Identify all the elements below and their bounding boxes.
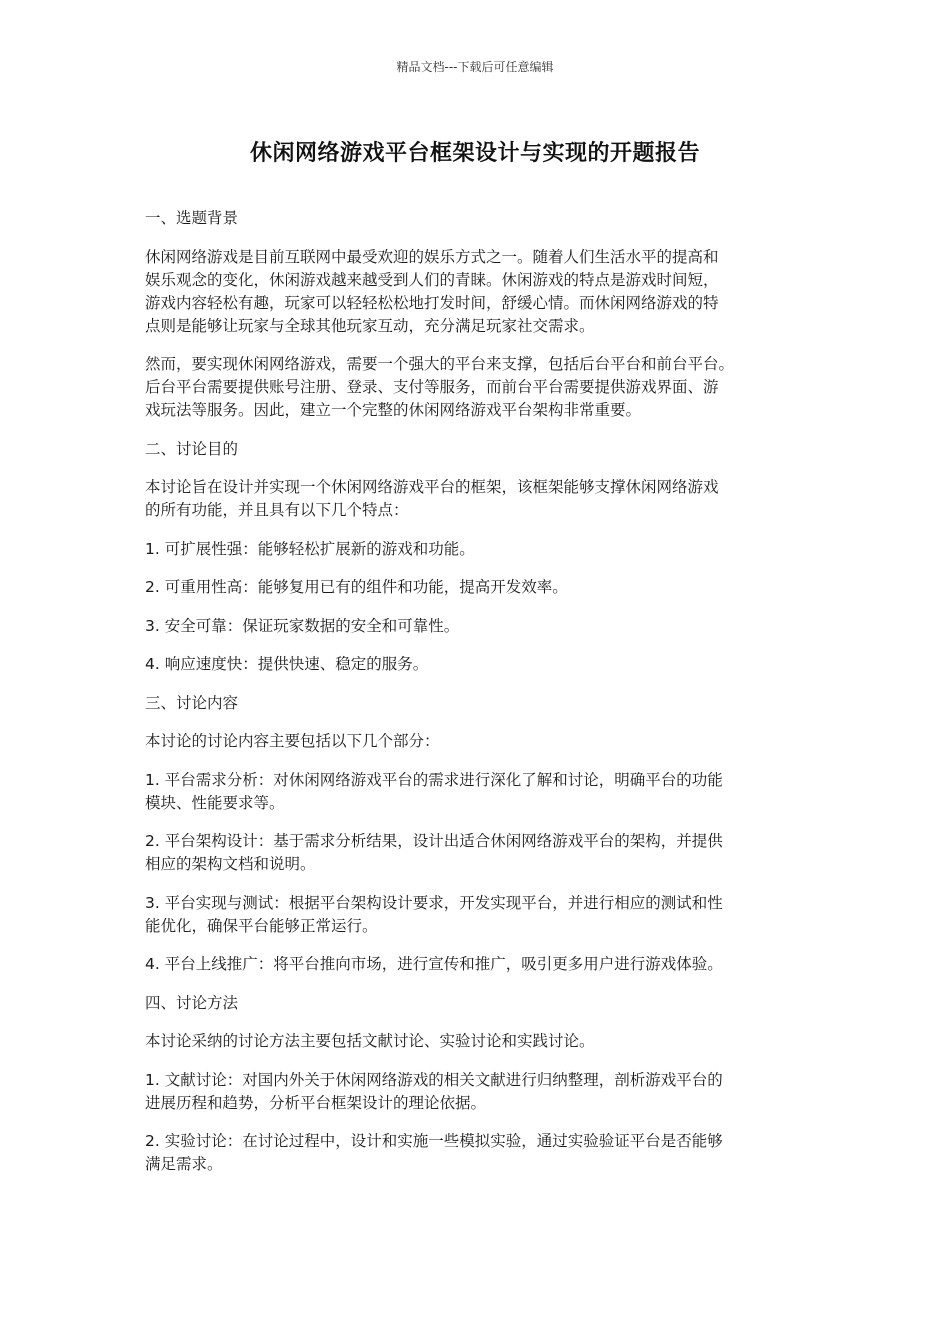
paragraph-line: 相应的架构文档和说明。 — [145, 855, 316, 873]
paragraph-line: 点则是能够让玩家与全球其他玩家互动，充分满足玩家社交需求。 — [145, 316, 595, 335]
paragraph — [145, 1069, 805, 1115]
paragraph — [145, 1030, 805, 1053]
paragraph-line: 进展历程和趋势，分析平台框架设计的理论依据。 — [145, 1093, 487, 1112]
paragraph-line: 1. 可扩展性强：能够轻松扩展新的游戏和功能。 — [145, 539, 475, 558]
paragraph — [145, 1130, 805, 1176]
paragraph-line: 3. 平台实现与测试：根据平台架构设计要求，开发实现平台，并进行相应的测试和性 — [145, 893, 723, 912]
paragraph-line: 4. 平台上线推广：将平台推向市场，进行宣传和推广，吸引更多用户进行游戏体验。 — [145, 955, 723, 973]
paragraph-line: 4. 响应速度快：提供快速、稳定的服务。 — [145, 655, 429, 673]
paragraph-line: 二、讨论目的 — [145, 439, 239, 458]
paragraph-line: 1. 平台需求分析：对休闲网络游戏平台的需求进行深化了解和讨论，明确平台的功能 — [145, 770, 723, 789]
paragraph-line: 休闲网络游戏是目前互联网中最受欢迎的娱乐方式之一。随着人们生活水平的提高和 — [145, 247, 719, 266]
paragraph-line: 本讨论的讨论内容主要包括以下几个部分： — [145, 732, 440, 750]
paragraph — [145, 538, 805, 561]
paragraph-line: 娱乐观念的变化，休闲游戏越来越受到人们的青睐。休闲游戏的特点是游戏时间短， — [145, 270, 719, 289]
paragraph — [145, 892, 805, 938]
paragraph-line: 2. 平台架构设计：基于需求分析结果，设计出适合休闲网络游戏平台的架构，并提供 — [145, 832, 723, 850]
paragraph-line: 的所有功能，并且具有以下几个特点： — [145, 501, 409, 519]
paragraph — [145, 615, 805, 638]
paragraph — [145, 476, 805, 522]
paragraph-line: 满足需求。 — [145, 1155, 223, 1173]
paragraph — [145, 438, 805, 461]
paragraph-line: 能优化，确保平台能够正常运行。 — [145, 916, 378, 935]
paragraph — [145, 353, 805, 422]
paragraph-line: 然而，要实现休闲网络游戏，需要一个强大的平台来支撑，包括后台平台和前台平台。 — [145, 355, 735, 373]
paragraph-line: 后台平台需要提供账号注册、登录、支付等服务，而前台平台需要提供游戏界面、游 — [145, 378, 719, 396]
paragraph — [145, 953, 805, 976]
paragraph-line: 游戏内容轻松有趣，玩家可以轻轻松松地打发时间，舒缓心情。而休闲网络游戏的特 — [145, 293, 719, 312]
paragraph — [145, 730, 805, 753]
paragraph-line: 模块、性能要求等。 — [145, 793, 285, 812]
paragraph — [145, 769, 805, 815]
paragraph-line: 3. 安全可靠：保证玩家数据的安全和可靠性。 — [145, 616, 460, 635]
paragraph-line: 一、选题背景 — [145, 209, 239, 227]
paragraph-line: 本讨论旨在设计并实现一个休闲网络游戏平台的框架，该框架能够支撑休闲网络游戏 — [145, 478, 719, 496]
paragraph-line: 四、讨论方法 — [145, 993, 239, 1012]
paragraph-line: 1. 文献讨论：对国内外关于休闲网络游戏的相关文献进行归纳整理，剖析游戏平台的 — [145, 1070, 723, 1089]
document-title: 休闲网络游戏平台框架设计与实现的开题报告 — [249, 141, 700, 166]
paragraph — [145, 692, 805, 715]
paragraph — [145, 830, 805, 876]
paragraph-line: 三、讨论内容 — [145, 693, 239, 712]
paragraph — [145, 653, 805, 676]
paragraph — [145, 246, 805, 338]
paragraph — [145, 992, 805, 1015]
paragraph — [145, 207, 805, 230]
document-body — [145, 207, 805, 1192]
paragraph-line: 2. 实验讨论：在讨论过程中，设计和实施一些模拟实验，通过实验验证平台是否能够 — [145, 1132, 723, 1150]
paragraph-line: 戏玩法等服务。因此，建立一个完整的休闲网络游戏平台架构非常重要。 — [145, 401, 642, 419]
paragraph — [145, 576, 805, 599]
paragraph-line: 2. 可重用性高：能够复用已有的组件和功能，提高开发效率。 — [145, 578, 568, 596]
paragraph-line: 本讨论采纳的讨论方法主要包括文献讨论、实验讨论和实践讨论。 — [145, 1032, 595, 1050]
page-header: 精品文档---下载后可任意编辑 — [396, 60, 554, 74]
